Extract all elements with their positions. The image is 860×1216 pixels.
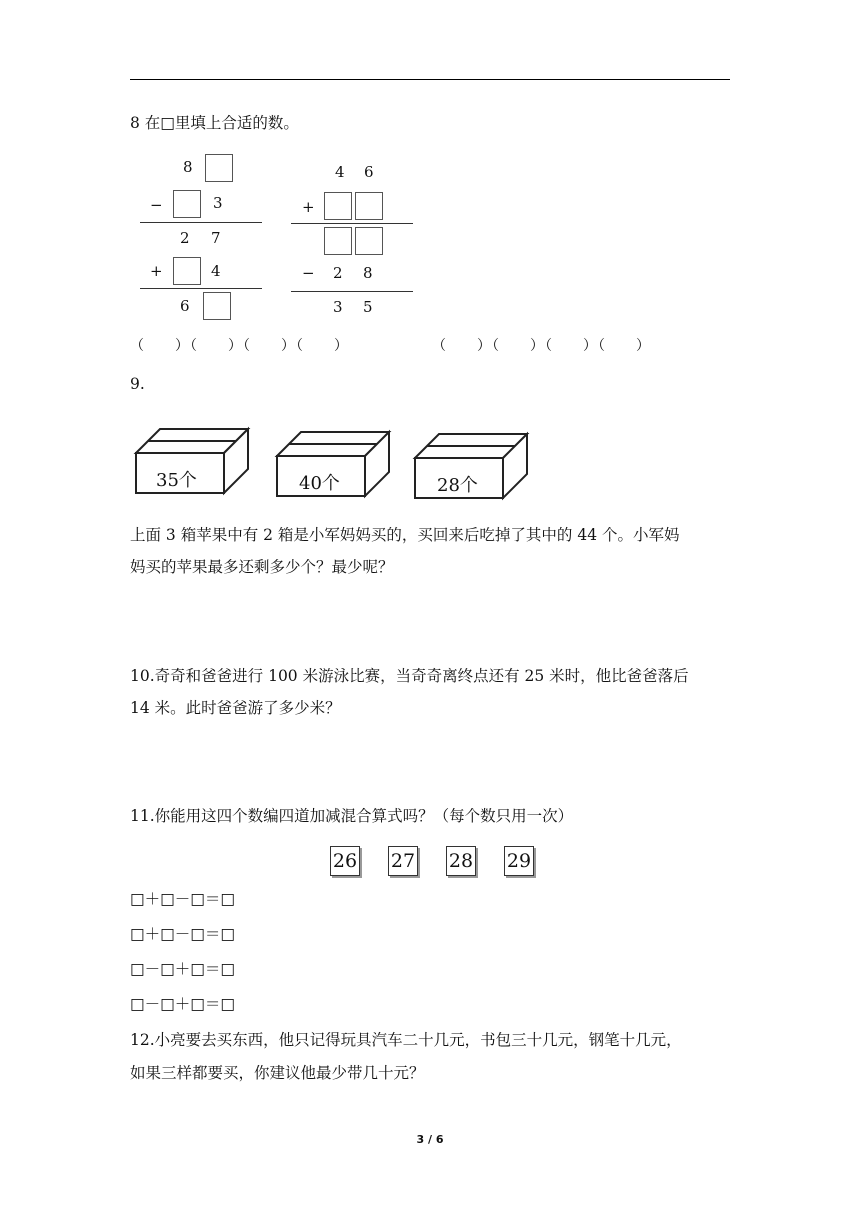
crate-label: 35个 [156,470,197,491]
operator: − [150,196,163,214]
number-card-29: 29 [504,846,534,876]
digit: 6 [364,163,374,181]
blank-box[interactable] [173,190,201,218]
operator: + [150,262,163,280]
digit: 7 [211,229,221,247]
q8-answer-blanks-right[interactable]: （ ）（ ）（ ）（ ） [432,338,651,354]
crate-label: 40个 [299,473,340,494]
q8-prompt: 8 在□里填上合适的数。 [130,114,299,132]
q11-formula-2[interactable]: □＋□－□＝□ [130,925,236,943]
crate-label: 28个 [437,475,478,496]
operator: − [302,264,315,282]
digit: 5 [363,298,373,316]
q10-text-line2: 14 米。此时爸爸游了多少米？ [130,699,341,717]
digit: 2 [333,264,343,282]
blank-box[interactable] [205,154,233,182]
sum-line [140,288,262,289]
number-card-26: 26 [330,846,360,876]
digit: 8 [363,264,373,282]
blank-box[interactable] [203,292,231,320]
q10-text-line1: 10.奇奇和爸爸进行 100 米游泳比赛，当奇奇离终点还有 25 米时，他比爸爸落后 [130,667,689,685]
q12-text-line2: 如果三样都要买，你建议他最少带几十元？ [130,1064,425,1082]
operator: + [302,198,315,216]
number-card-27: 27 [388,846,418,876]
q11-text: 11.你能用这四个数编四道加减混合算式吗？（每个数只用一次） [130,807,574,825]
digit: 6 [180,297,190,315]
digit: 4 [335,163,345,181]
q9-text-line2: 妈买的苹果最多还剩多少个？最少呢？ [130,558,394,576]
digit: 2 [180,229,190,247]
q8-answer-blanks-left[interactable]: （ ）（ ）（ ）（ ） [130,338,349,354]
blank-box[interactable] [324,192,352,220]
blank-box[interactable] [355,192,383,220]
digit: 4 [211,262,221,280]
digit: 3 [333,298,343,316]
digit: 3 [213,194,223,212]
q11-formula-4[interactable]: □－□＋□＝□ [130,995,236,1013]
q9-text-line1: 上面 3 箱苹果中有 2 箱是小军妈妈买的，买回来后吃掉了其中的 44 个。小军妈 [130,526,680,544]
blank-box[interactable] [173,257,201,285]
blank-box[interactable] [355,227,383,255]
sum-line [291,291,413,292]
sum-line [291,223,413,224]
header-rule [130,79,730,80]
digit: 8 [183,158,193,176]
blank-box[interactable] [324,227,352,255]
number-card-28: 28 [446,846,476,876]
q12-text-line1: 12.小亮要去买东西，他只记得玩具汽车二十几元，书包三十几元，钢笔十几元， [130,1031,682,1049]
page-number: 3 / 6 [416,1133,444,1146]
sum-line [140,222,262,223]
q9-label: 9. [130,375,145,393]
q11-formula-1[interactable]: □＋□－□＝□ [130,890,236,908]
q11-formula-3[interactable]: □－□＋□＝□ [130,960,236,978]
